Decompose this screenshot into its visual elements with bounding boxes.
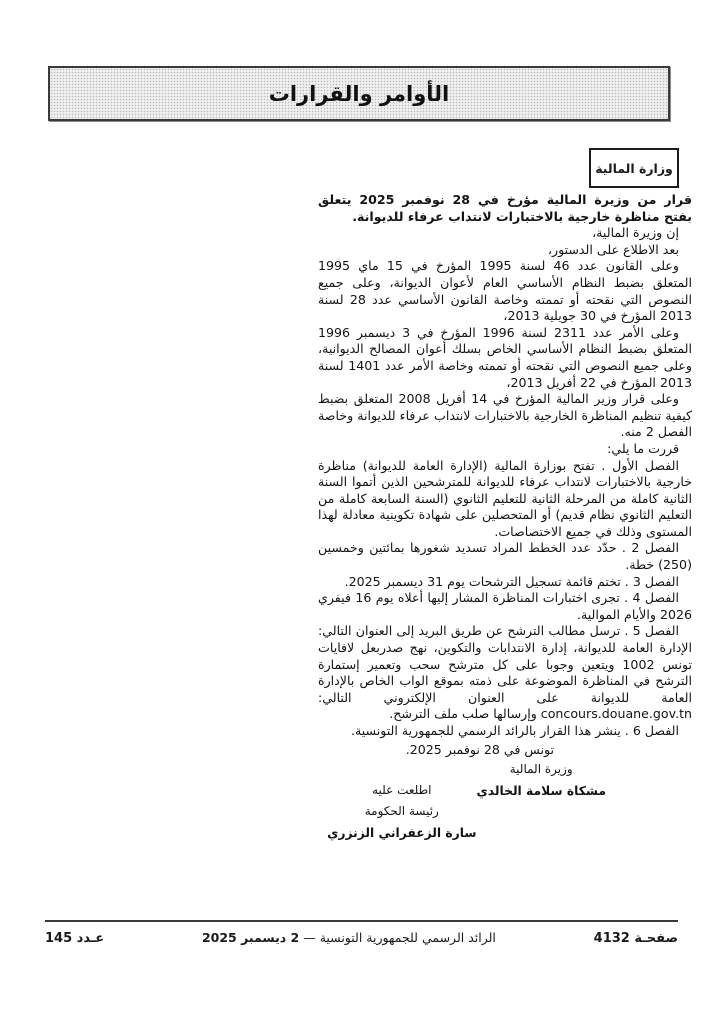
signature-block [318, 758, 692, 841]
decree-reference-law-1995: وعلى القانون عدد 46 لسنة 1995 المؤرخ في 15 ماي 1995 المتعلق بضبط النظام الأساسي العام لأعوان الديوانة، وعلى جميع النصوص التي نقحته أو تممته وخاصة القانون الأساسي عدد 28 لسنة 2013 المؤرخ في 30 جويلية 2013، [318, 258, 692, 324]
signature-minister [476, 762, 606, 799]
seen-by-label: اطلعت عليه [372, 783, 432, 798]
signature-prime-minister [327, 783, 476, 841]
decree-intro-constitution: بعد الاطلاع على الدستور، [547, 241, 679, 257]
ministry-heading-box [589, 148, 679, 188]
decree-enactment-clause: قررت ما يلي: [607, 440, 679, 456]
footer-journal-name: الرائد الرسمي للجمهورية التونسية [319, 930, 496, 945]
section-banner [48, 66, 670, 121]
footer-issue-number: عـدد 145 [45, 931, 105, 946]
decree-article-5: الفصل 5 . ترسل مطالب الترشح عن طريق البريد إلى العنوان التالي: الإدارة العامة للديوانة، إدارة الانتدابات والتكوين، نهج صدربعل لافايات تونس 1002 ويتعين وجوبا على كل مترشح سحب وتعمير إستمارة الترشح في المناظرة الموضوعة على ذمته بموقع الواب الخاص بالإدارة العامة للديوانة على العنوان الإلكتروني التالي: concours.douane.gov.tn وإرسالها صلب ملف الترشح. [318, 623, 693, 722]
decree-reference-decision-2008: وعلى قرار وزير المالية المؤرخ في 14 أفريل 2008 المتعلق بضبط كيفية تنظيم المناظرة الخارجية بالاختبارات لانتداب عرفاء للديوانة وخاصة الفصل 2 منه. [318, 391, 692, 440]
prime-minister-title: رئيسة الحكومة [364, 804, 439, 819]
footer-page-number: صفحـة 4132 [593, 931, 678, 946]
page-footer [45, 920, 678, 946]
section-banner-title: الأوامر والقرارات [268, 81, 450, 106]
decree-article-1: الفصل الأول . تفتح بوزارة المالية (الإدارة العامة للديوانة) مناظرة خارجية بالاختبارات لانتداب عرفاء للديوانة للمترشحين الذين أتموا السنة الثانية كاملة من المرحلة الثانية للتعليم الثانوي (السنة السابعة كاملة من التعليم الثانوي نظام قديم) أو المتحصلين على شهادة تكوينية معادلة لهذا المستوى وذلك في جميع الاختصاصات. [318, 457, 692, 539]
decree-article-2: الفصل 2 . حدّد عدد الخطط المراد تسديد شغورها بمائتين وخمسين (250) خطة. [318, 540, 692, 573]
decree-article-6: الفصل 6 . ينشر هذا القرار بالرائد الرسمي للجمهورية التونسية. [350, 723, 679, 738]
prime-minister-name: سارة الزعفراني الزنزري [327, 826, 477, 841]
decree-article-3: الفصل 3 . تختم قائمة تسجيل الترشحات يوم 31 ديسمبر 2025. [344, 573, 679, 589]
decree-intro-minister: إن وزيرة المالية، [592, 225, 679, 241]
footer-journal-line [202, 930, 496, 945]
ministry-heading-label: وزارة المالية [595, 160, 673, 176]
minister-title: وزيرة المالية [509, 762, 573, 777]
decree-article-4: الفصل 4 . تجرى اختبارات المناظرة المشار إليها أعلاه يوم 16 فيفري 2026 والأيام الموالية. [318, 590, 692, 622]
decree-title: قرار من وزيرة المالية مؤرخ في 28 نوفمبر 2025 يتعلق بفتح مناظرة خارجية بالاختبارات لانتداب عرفاء للديوانة. [318, 192, 692, 224]
decree-place-date: تونس في 28 نوفمبر 2025. [405, 741, 554, 757]
footer-separator-dash: — [303, 930, 316, 945]
footer-issue-date: 2 ديسمبر 2025 [201, 930, 300, 945]
minister-name: مشكاة سلامة الخالدي [476, 784, 606, 799]
decree-body [318, 192, 692, 841]
decree-reference-order-1996: وعلى الأمر عدد 2311 لسنة 1996 المؤرخ في 3 ديسمبر 1996 المتعلق بضبط النظام الأساسي الخاص بسلك أعوان المصالح الديوانية، وعلى جميع النصوص التي نقحته أو تممته وخاصة الأمر عدد 1401 لسنة 2013 المؤرخ في 22 أفريل 2013، [318, 324, 692, 390]
